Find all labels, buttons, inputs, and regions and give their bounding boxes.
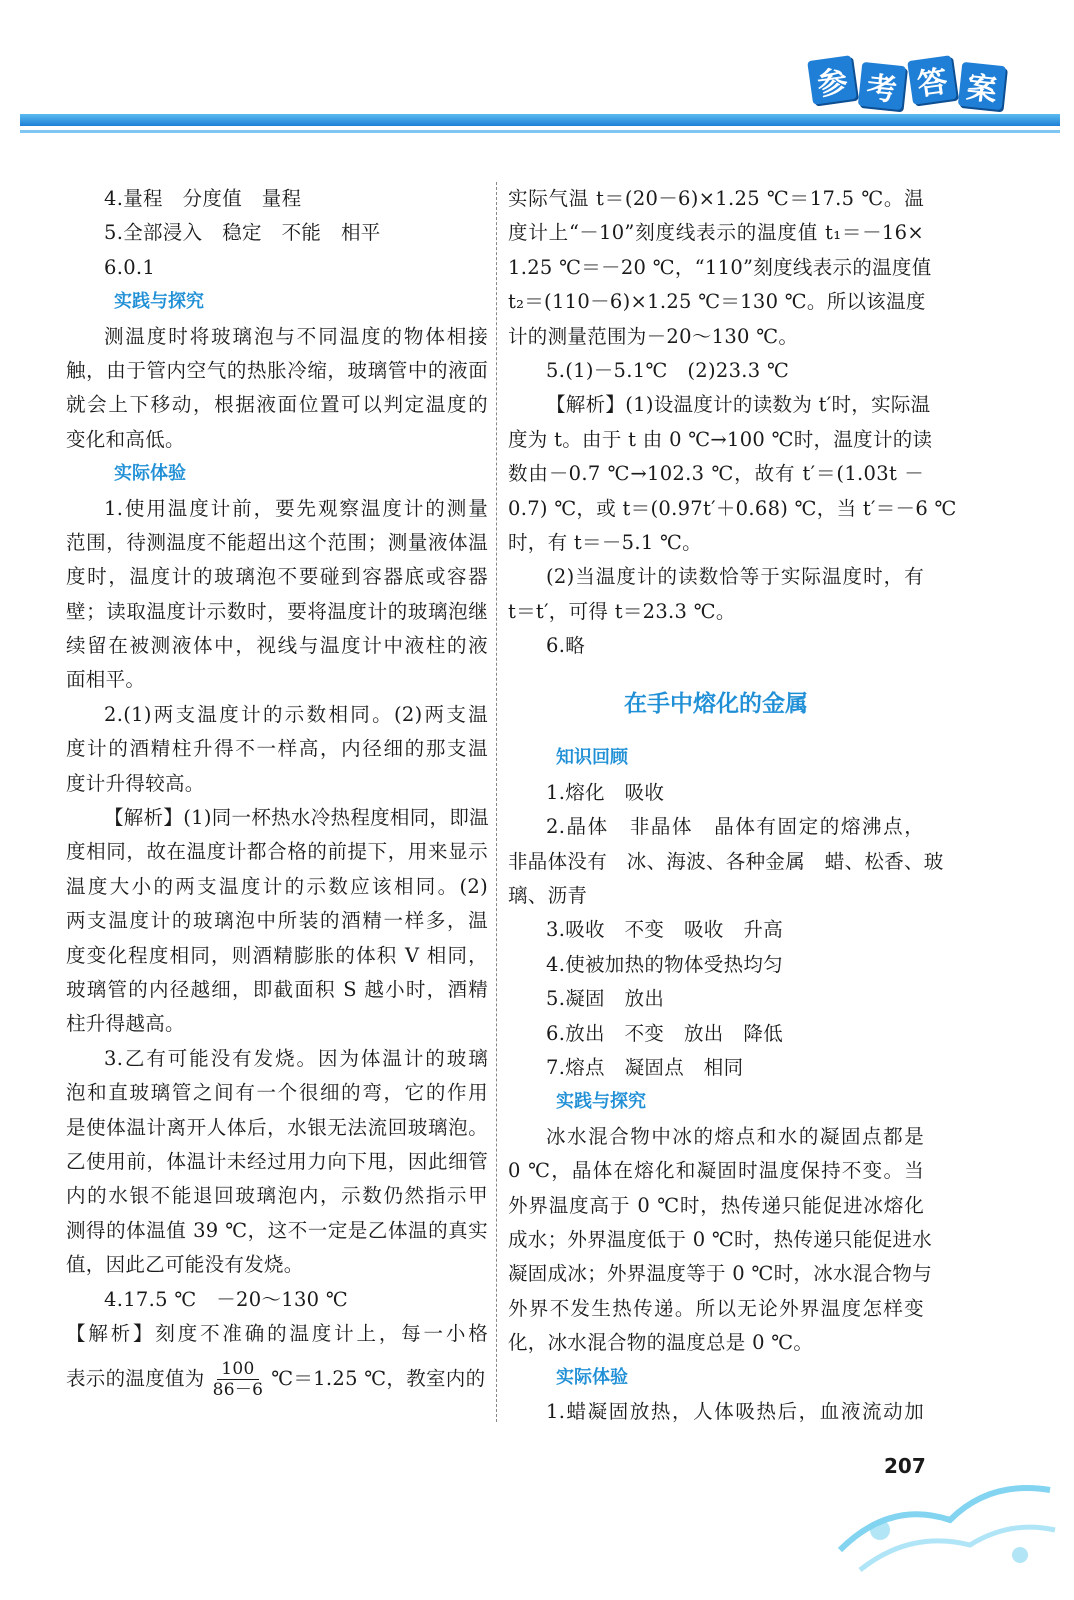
text-line: 就会上下移动，根据液面位置可以判定温度的 (66, 393, 488, 417)
fraction-numerator: 100 (217, 1359, 258, 1380)
answer-line: 4.使被加热的物体受热均匀 (546, 952, 784, 976)
header-tab: 答 (907, 55, 957, 105)
chapter-title: 在手中熔化的金属 (624, 691, 808, 718)
text-line: 范围，待测温度不能超出这个范围；测量液体温 (66, 530, 488, 554)
answer-line: 3.吸收 不变 吸收 升高 (546, 918, 784, 942)
text-line: t₂＝(110－6)×1.25 ℃＝130 ℃。所以该温度 (508, 290, 926, 314)
answer-line: 4.量程 分度值 量程 (104, 187, 302, 210)
text-line: 值，因此乙可能没有发烧。 (66, 1253, 304, 1277)
text-line: 1.25 ℃＝－20 ℃，“110”刻度线表示的温度值 (508, 255, 932, 279)
text-line: 变化和高低。 (66, 427, 185, 451)
text-line: 外界不发生热传递。所以无论外界温度怎样变 (508, 1296, 924, 1320)
text-line: 实际气温 t＝(20－6)×1.25 ℃＝17.5 ℃。温 (508, 187, 924, 210)
text-line: 内的水银不能退回玻璃泡内，示数仍然指示甲 (66, 1184, 488, 1208)
text-line: 乙使用前，体温计未经过用力向下甩，因此细管 (66, 1149, 488, 1173)
section-heading: 实际体验 (114, 463, 186, 485)
text-line: 凝固成冰；外界温度等于 0 ℃时，冰水混合物与 (508, 1262, 933, 1286)
answer-line: 1.熔化 吸收 (546, 780, 665, 804)
text-line: (2)当温度计的读数恰等于实际温度时，有 (546, 565, 924, 589)
section-heading: 知识回顾 (556, 747, 628, 769)
text-line: 【解析】(1)设温度计的读数为 t′时，实际温 (546, 393, 931, 417)
answer-line: 4.17.5 ℃ －20～130 ℃ (104, 1287, 348, 1311)
text-line: t＝t′，可得 t＝23.3 ℃。 (508, 599, 736, 623)
answer-line: 7.熔点 凝固点 相同 (546, 1055, 744, 1079)
answer-line: 2.晶体 非晶体 晶体有固定的熔沸点， (546, 815, 924, 839)
header-tab: 考 (858, 62, 906, 110)
left-column (66, 182, 488, 1407)
text-line: 【解析】刻度不准确的温度计上，每一小格 (66, 1321, 488, 1345)
text-line: 柱升得越高。 (66, 1012, 185, 1036)
text-line: 度计的酒精柱升得不一样高，内径细的那支温 (66, 737, 488, 761)
right-column (508, 182, 957, 1429)
text-line: 测温度时将玻璃泡与不同温度的物体相接 (104, 324, 488, 348)
text-line: 成水；外界温度低于 0 ℃时，热传递只能促进水 (508, 1227, 933, 1251)
header-tab: 案 (958, 62, 1006, 110)
fraction-denominator: 86－6 (212, 1379, 264, 1400)
page-number: 207 (884, 1454, 926, 1478)
section-heading: 实践与探究 (556, 1091, 646, 1113)
text-line: 度相同，故在温度计都合格的前提下，用来显示 (66, 840, 488, 864)
text-line: 泡和直玻璃管之间有一个很细的弯，它的作用 (66, 1081, 488, 1105)
text-line: 【解析】(1)同一杯热水冷热程度相同，即温 (104, 806, 489, 830)
text-line: 冰水混合物中冰的熔点和水的凝固点都是 (546, 1124, 924, 1148)
header-rule (20, 130, 1060, 133)
text-line: 3.乙有可能没有发烧。因为体温计的玻璃 (104, 1046, 488, 1070)
text-line: 壁；读取温度计示数时，要将温度计的玻璃泡继 (66, 599, 488, 623)
text-line: 度时，温度计的玻璃泡不要碰到容器底或容器 (66, 565, 488, 589)
text-line: 续留在被测液体中，视线与温度计中液柱的液 (66, 634, 488, 658)
answer-line: 6.略 (546, 634, 586, 658)
text-line: 化，冰水混合物的温度总是 0 ℃。 (508, 1331, 814, 1355)
text-line: 玻璃管的内径越细，即截面积 S 越小时，酒精 (66, 977, 488, 1001)
text-line: 0.7) ℃，或 t＝(0.97t′＋0.68) ℃，当 t′＝－6 ℃ (508, 496, 957, 520)
answer-line: 非晶体没有 冰、海波、各种金属 蜡、松香、玻 (508, 849, 944, 873)
text-line: 温度大小的两支温度计的示数应该相同。(2) (66, 874, 488, 898)
text-line: 触，由于管内空气的热胀冷缩，玻璃管中的液面 (66, 358, 488, 382)
fraction-line (66, 1351, 488, 1407)
text-line: 是使体温计离开人体后，水银无法流回玻璃泡。 (66, 1115, 488, 1139)
text-line: 两支温度计的玻璃泡中所装的酒精一样多，温 (66, 909, 488, 933)
text-line: 度变化程度相同，则酒精膨胀的体积 V 相同， (66, 943, 488, 967)
text-line: 度计升得较高。 (66, 771, 205, 795)
header-title-tabs (810, 58, 1004, 108)
answer-line: 5.凝固 放出 (546, 987, 665, 1011)
header-bar (20, 114, 1060, 126)
answer-line: 6.0.1 (104, 255, 156, 279)
text-span: 表示的温度值为 (66, 1367, 205, 1391)
answer-line: 璃、沥青 (508, 884, 588, 908)
answer-line: 6.放出 不变 放出 降低 (546, 1021, 784, 1045)
text-line: 1.蜡凝固放热，人体吸热后，血液流动加 (546, 1399, 924, 1423)
text-line: 2.(1)两支温度计的示数相同。(2)两支温 (104, 702, 488, 726)
answer-line: 5.全部浸入 稳定 不能 相平 (104, 221, 381, 245)
text-line: 0 ℃，晶体在熔化和凝固时温度保持不变。当 (508, 1159, 924, 1183)
text-line: 外界温度高于 0 ℃时，热传递只能促进冰熔化 (508, 1193, 924, 1217)
text-line: 数由－0.7 ℃→102.3 ℃，故有 t′＝(1.03t － (508, 462, 924, 486)
text-line: 测得的体温值 39 ℃，这不一定是乙体温的真实 (66, 1218, 488, 1242)
text-line: 面相平。 (66, 668, 146, 692)
text-line: 度为 t。由于 t 由 0 ℃→100 ℃时，温度计的读 (508, 427, 933, 451)
text-line: 计的测量范围为－20～130 ℃。 (508, 324, 799, 348)
column-divider (496, 182, 497, 1422)
fraction (209, 1359, 268, 1400)
text-span: ℃＝1.25 ℃，教室内的 (271, 1367, 486, 1391)
section-heading: 实践与探究 (114, 291, 204, 313)
snowflake-decoration-icon (820, 1460, 1060, 1580)
text-line: 时，有 t＝－5.1 ℃。 (508, 530, 702, 554)
text-line: 1.使用温度计前，要先观察温度计的测量 (104, 496, 488, 520)
section-heading: 实际体验 (556, 1366, 628, 1388)
text-line: 度计上“－10”刻度线表示的温度值 t₁＝－16× (508, 221, 924, 245)
header-tab: 参 (807, 55, 857, 105)
answer-line: 5.(1)－5.1℃ (2)23.3 ℃ (546, 358, 790, 382)
